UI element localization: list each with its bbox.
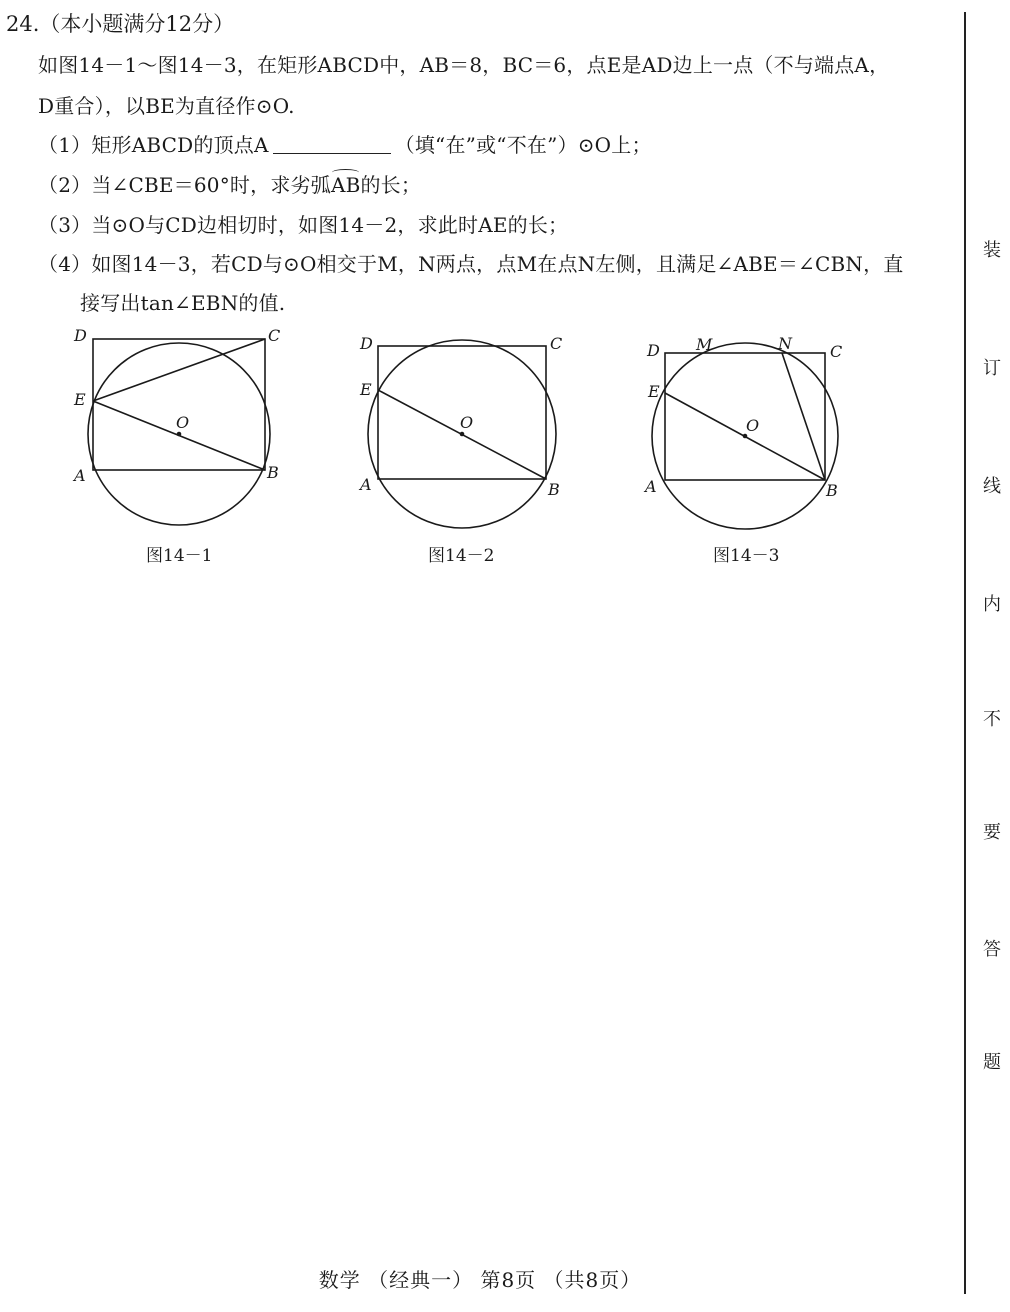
question-header: 24.（本小题满分12分） xyxy=(6,12,235,36)
label-o: O xyxy=(176,413,190,432)
side-char: 题 xyxy=(983,1052,1001,1073)
part-2-text-after: 的长； xyxy=(360,173,422,197)
side-char: 内 xyxy=(983,594,1001,615)
label-a: A xyxy=(360,475,372,494)
segment-ec xyxy=(93,339,265,401)
side-char: 不 xyxy=(983,709,1001,730)
side-char: 答 xyxy=(983,939,1001,960)
rectangle-abcd xyxy=(93,339,265,470)
label-a: A xyxy=(645,477,657,496)
side-char: 装 xyxy=(983,240,1001,261)
binding-line xyxy=(964,12,966,1294)
label-c: C xyxy=(550,334,563,353)
figure-caption: 图14－1 xyxy=(146,546,213,566)
label-e: E xyxy=(74,390,86,409)
side-char: 要 xyxy=(983,822,1001,843)
problem-statement-line-2: D重合），以BE为直径作⊙O. xyxy=(38,94,295,118)
side-char: 线 xyxy=(983,476,1001,497)
part-4-line-1: （4）如图14－3，若CD与⊙O相交于M，N两点，点M在点N左侧，且满足∠ABE＝∠CBN，直 xyxy=(38,252,904,276)
label-b: B xyxy=(267,463,279,482)
label-b: B xyxy=(548,480,560,499)
label-d: D xyxy=(360,334,373,353)
part-1-text-after: （填“在”或“不在”）⊙O上； xyxy=(394,133,652,157)
label-c: C xyxy=(830,342,843,361)
part-2 xyxy=(38,169,421,198)
part-2-text-before: （2）当∠CBE＝60°时，求劣弧 xyxy=(38,173,331,197)
label-e: E xyxy=(360,380,372,399)
label-o: O xyxy=(746,416,760,435)
part-1 xyxy=(38,129,652,158)
label-a: A xyxy=(74,466,86,485)
figure-caption: 图14－3 xyxy=(713,546,780,566)
rectangle-abcd xyxy=(665,353,825,480)
part-3: （3）当⊙O与CD边相切时，如图14－2，求此时AE的长； xyxy=(38,213,569,237)
center-dot xyxy=(177,432,182,437)
part-4-line-2: 接写出tan∠EBN的值. xyxy=(80,291,286,315)
label-e: E xyxy=(648,382,660,401)
label-d: D xyxy=(647,341,660,360)
side-char: 订 xyxy=(983,358,1001,379)
label-b: B xyxy=(826,481,838,500)
figure-caption: 图14－2 xyxy=(428,546,495,566)
geometry-figures xyxy=(0,310,960,580)
part-1-text-before: （1）矩形ABCD的顶点A xyxy=(38,133,269,157)
page-footer: 数学 （经典一） 第8页 （共8页） xyxy=(318,1268,642,1292)
problem-statement-line-1: 如图14－1～图14－3，在矩形ABCD中，AB＝8，BC＝6，点E是AD边上一点（不与端点A， xyxy=(38,53,890,77)
answer-blank[interactable] xyxy=(273,135,391,154)
label-n: N xyxy=(778,334,792,353)
label-d: D xyxy=(74,326,87,345)
label-c: C xyxy=(268,326,281,345)
center-dot xyxy=(460,432,465,437)
label-o: O xyxy=(460,413,474,432)
arc-ab-label: AB xyxy=(330,173,361,197)
label-m: M xyxy=(696,335,713,354)
